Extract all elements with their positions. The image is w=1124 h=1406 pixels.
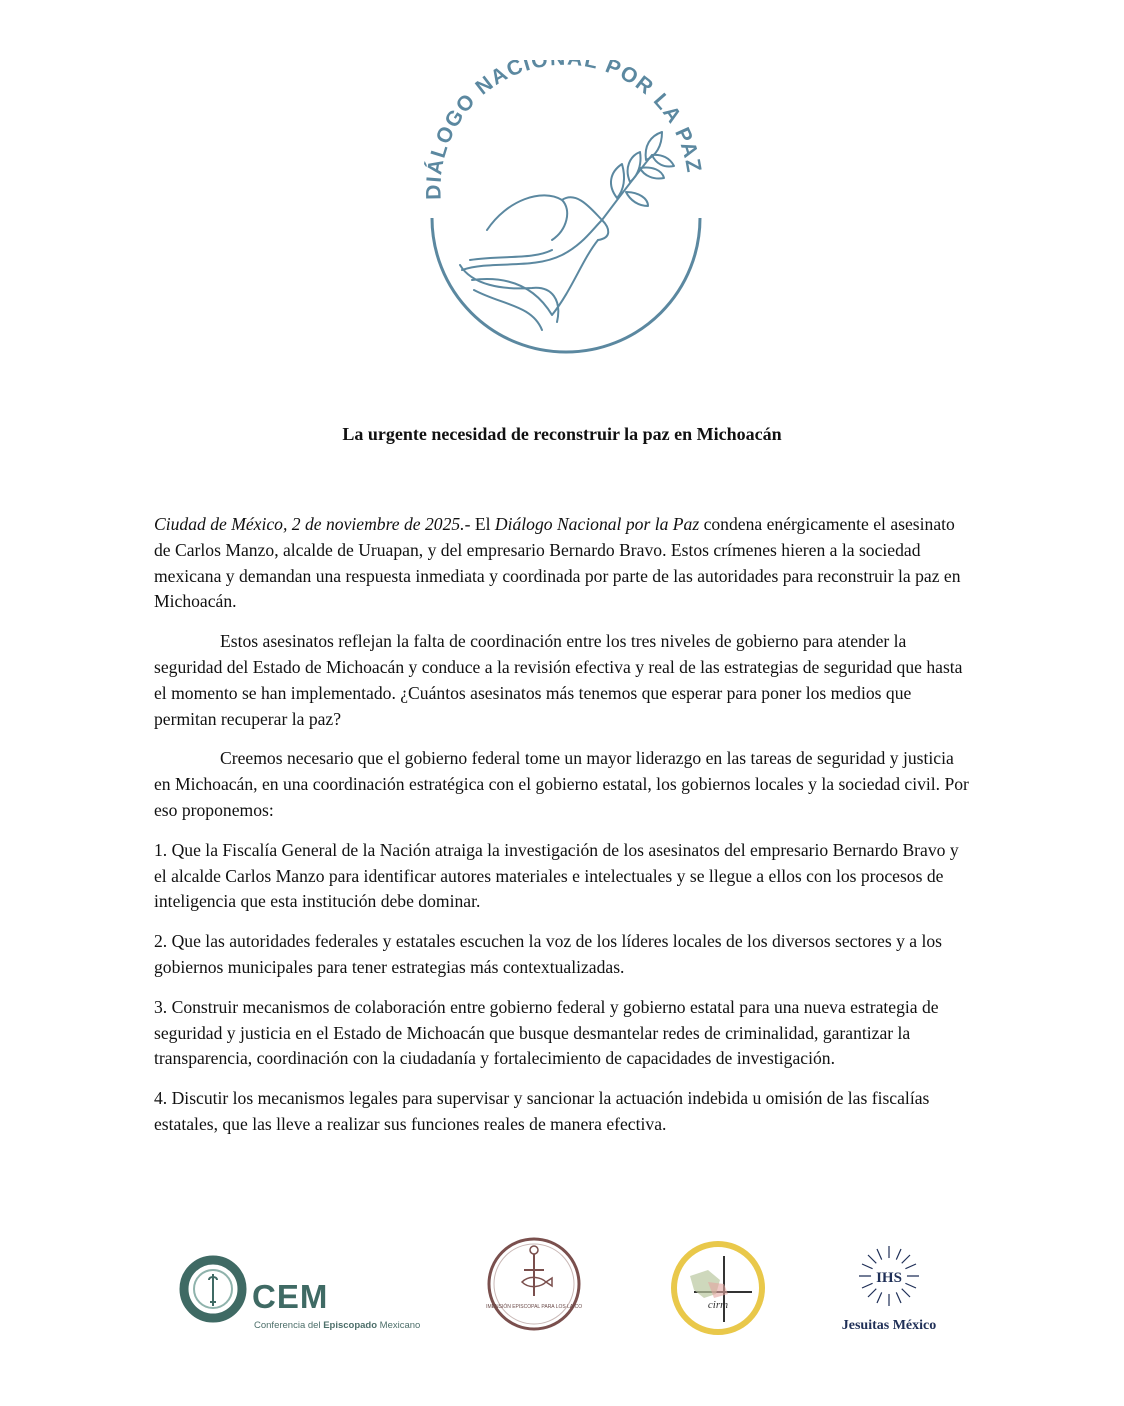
- footer-logos: [0, 1232, 1124, 1342]
- cem-subtitle: Conferencia del Episcopado Mexicano: [254, 1320, 421, 1331]
- paragraph: Estos asesinatos reflejan la falta de coordinación entre los tres niveles de gobierno para atender la seguridad del Estado de Michoacán y conduce a la revisión efectiva y real de las estrategias de seguridad que hasta el momento se han implementado. ¿Cuántos asesinatos más tenemos que esperar para poner los medios que permitan recuperar la paz?: [154, 631, 963, 729]
- proposal-item: 4. Discutir los mecanismos legales para supervisar y sancionar la actuación indebida u omisión de las fiscalías estatales, que las lleve a realizar sus funciones reales de manera efectiva.: [154, 1088, 930, 1134]
- intro-paragraph: [154, 512, 974, 615]
- document-body: [154, 512, 974, 1152]
- ihs-monogram: IHS: [876, 1270, 902, 1286]
- cirm-text: cirm: [707, 1299, 729, 1311]
- dimension-seal-icon: [486, 1234, 582, 1334]
- cem-emblem-icon: [178, 1254, 248, 1324]
- logo-arc-text: DIÁLOGO NACIO L POR LA PAZ: [422, 60, 706, 200]
- dateline-separator: - El: [464, 514, 495, 534]
- cirm-emblem-icon: [668, 1238, 768, 1338]
- proposal-item: 1. Que la Fiscalía General de la Nación atraiga la investigación de los asesinatos del empresario Bernardo Bravo y el alcalde Carlos Manzo para identificar autores materiales e intelectuales y se llegue a ellos con los procesos de inteligencia que esta institución debe dominar.: [154, 839, 959, 912]
- dateline: Ciudad de México, 2 de noviembre de 2025.: [154, 514, 465, 534]
- proposal-item: 3. Construir mecanismos de colaboración entre gobierno federal y gobierno estatal para una nueva estrategia de seguridad y justicia en el Estado de Michoacán que busque desmantelar redes de criminalidad, garantizar la transparencia, coordinación con la ciudadanía y fortalecimiento de capacidades de investigación.: [154, 996, 939, 1069]
- cem-logo: [178, 1252, 428, 1332]
- dove-emblem-icon: [412, 60, 712, 370]
- jesuitas-name: Jesuitas México: [841, 1318, 937, 1333]
- organization-name: Diálogo Nacional por la Paz: [494, 514, 700, 534]
- dimension-episcopal-logo: [486, 1234, 582, 1334]
- paragraph: Creemos necesario que el gobierno federal tome un mayor liderazgo en las tareas de seguridad y justicia en Michoacán, en una coordinación estratégica con el gobierno estatal, los gobiernos locales y la sociedad civil. Por eso proponemos:: [154, 748, 969, 820]
- cem-name: CEM: [252, 1278, 329, 1315]
- proposal-item: 2. Que las autoridades federales y estatales escuchen la voz de los líderes locales de los diversos sectores y a los gobiernos municipales para tener estrategias más contextualizadas.: [154, 931, 943, 977]
- jesuitas-logo: [834, 1240, 944, 1340]
- intro-text: condena enérgicamente el asesinato de Carlos Manzo, alcalde de Uruapan, y del empresario Bernardo Bravo. Estos crímenes hieren a la sociedad mexicana y demandan una respuesta inmediata y coordinada por parte de las autoridades para reconstruir la paz en Michoacán.: [154, 514, 961, 612]
- cirm-logo: [668, 1238, 768, 1338]
- dialogo-nacional-logo: [412, 60, 712, 370]
- ihs-sunburst-icon: [834, 1240, 944, 1316]
- dimension-seal-text: DIMENSIÓN EPISCOPAL PARA LOS LAICOS: [486, 1304, 582, 1310]
- document-title: La urgente necesidad de reconstruir la paz en Michoacán: [342, 424, 782, 444]
